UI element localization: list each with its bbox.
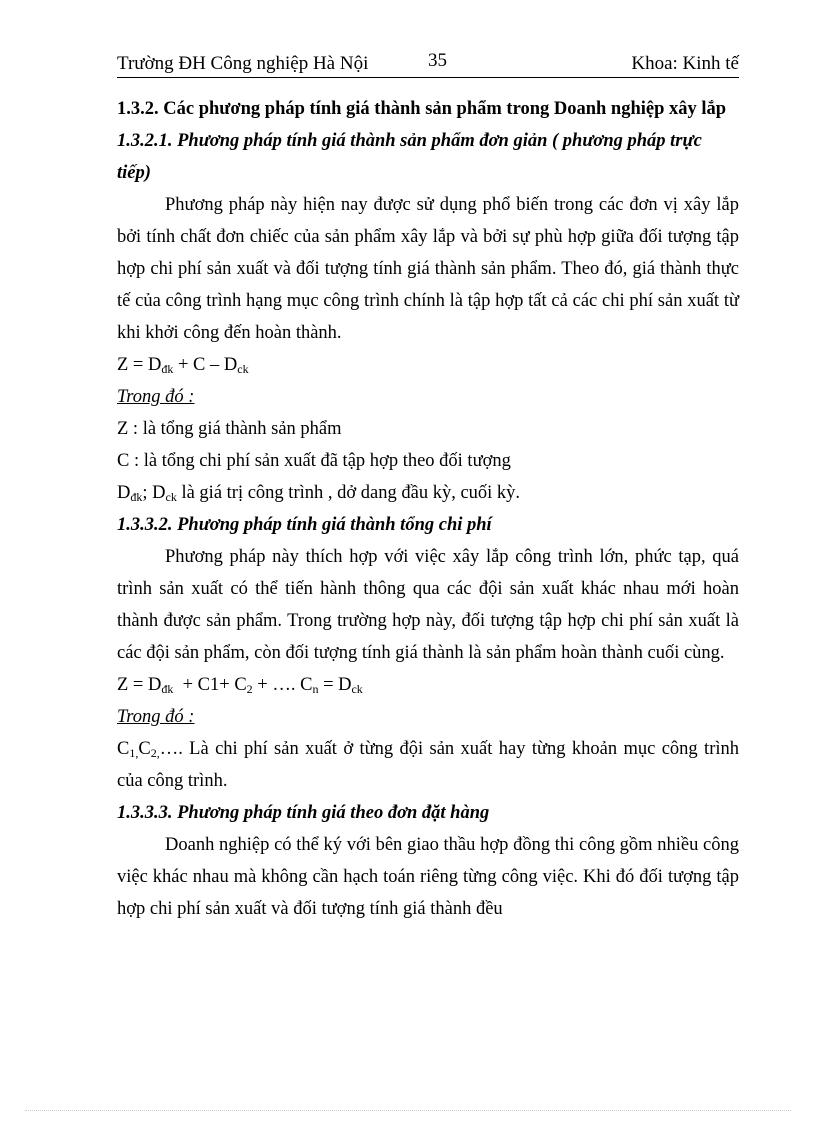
def-text: ; D [142, 483, 166, 503]
def-subscript: ck [165, 490, 177, 504]
def-subscript: đk [130, 490, 143, 504]
where-label [117, 701, 739, 733]
definition-c-series [117, 733, 739, 797]
section-heading-1-3-2: 1.3.2. Các phương pháp tính giá thành sản phẩm trong Doanh nghiệp xây lắp [117, 99, 727, 119]
formula-text: + …. C [252, 675, 313, 695]
formula-text: + C – D [173, 355, 238, 375]
formula-subscript: 2 [246, 682, 253, 696]
formula-total-cost [117, 669, 739, 701]
def-text: …. Là chi phí sản xuất ở từng đội sản xuất hay từng khoản mục công trình của công trình. [117, 739, 739, 791]
paragraph-order-method: Doanh nghiệp có thể ký với bên giao thầu hợp đồng thi công gồm nhiều công việc khác nhau mà không cần hạch toán riêng từng công việc. Khi đó đối tượng tập hợp chi phí sản xuất và đối tượng tính giá thành đều [117, 835, 739, 919]
paragraph-total-cost-method: Phương pháp này thích hợp với việc xây lắp công trình lớn, phức tạp, quá trình sản xuất có thể tiến hành thông qua các đội sản xuất khác nhau mới hoàn thành được sản phẩm. Trong trường hợp này, đối tượng tập hợp chi phí sản xuất là các đội sản phẩm, còn đối tượng tính giá thành là sản phẩm hoàn thành cuối cùng. [117, 547, 739, 663]
def-subscript: 1, [129, 746, 139, 760]
page-header [117, 50, 739, 78]
header-faculty: Khoa: Kinh tế [631, 53, 739, 74]
formula-subscript: ck [351, 682, 363, 696]
definition-c: C : là tổng chi phí sản xuất đã tập hợp theo đối tượng [117, 451, 511, 471]
paragraph-direct-method: Phương pháp này hiện nay được sử dụng phổ biến trong các đơn vị xây lắp bởi tính chất đơn chiếc của sản phẩm xây lắp và bởi sự phù hợp giữa đối tượng tập hợp chi phí sản xuất và đối tượng tính giá thành sản phẩm. Theo đó, giá thành thực tế của công trình hạng mục công trình chính là tập hợp tất cả các chi phí sản xuất từ khi khởi công đến hoàn thành. [117, 195, 739, 343]
formula-text: Z = D [117, 675, 162, 695]
where-label-text: Trong đó : [117, 707, 195, 727]
document-body [117, 93, 739, 925]
formula-subscript: ck [237, 362, 249, 376]
def-text: D [117, 483, 131, 503]
formula-direct [117, 349, 739, 381]
def-text: C [117, 739, 130, 759]
formula-subscript: n [312, 682, 319, 696]
def-text: C [138, 739, 151, 759]
formula-text: + C1+ C [173, 675, 247, 695]
formula-text: = D [318, 675, 352, 695]
definition-z: Z : là tổng giá thành sản phẩm [117, 419, 342, 439]
def-subscript: 2, [150, 746, 160, 760]
section-heading-1-3-3-3: 1.3.3.3. Phương pháp tính giá theo đơn đặt hàng [117, 803, 490, 823]
formula-subscript: đk [161, 682, 174, 696]
section-heading-1-3-2-1: 1.3.2.1. Phương pháp tính giá thành sản phẩm đơn giản ( phương pháp trực tiếp) [117, 131, 702, 183]
definition-d [117, 477, 739, 509]
formula-text: Z = D [117, 355, 162, 375]
page-bottom-divider [25, 1110, 791, 1111]
formula-subscript: đk [161, 362, 174, 376]
section-heading-1-3-3-2: 1.3.3.2. Phương pháp tính giá thành tổng chi phí [117, 515, 492, 535]
document-page [117, 50, 739, 925]
where-label [117, 381, 739, 413]
header-school-name: Trường ĐH Công nghiệp Hà Nội [117, 53, 369, 74]
def-text: là giá trị công trình , dở dang đầu kỳ, cuối kỳ. [176, 483, 521, 503]
where-label-text: Trong đó : [117, 387, 195, 407]
page-number: 35 [428, 50, 447, 71]
